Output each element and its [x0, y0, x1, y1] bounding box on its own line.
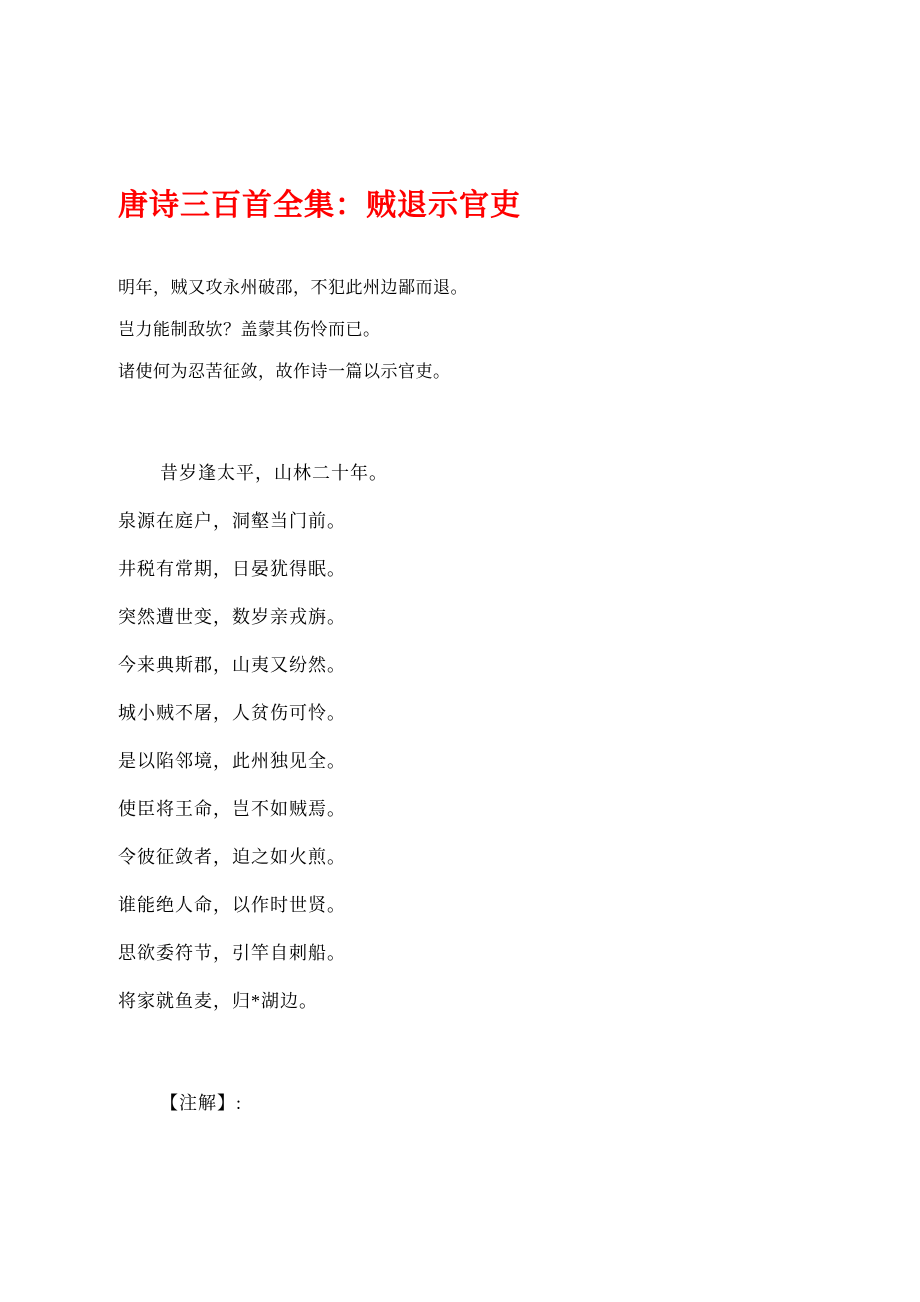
poem-line: 将家就鱼麦，归*湖边。 — [118, 991, 318, 1011]
poem-block — [118, 449, 802, 1025]
poem-line: 使臣将王命，岂不如贼焉。 — [118, 799, 346, 819]
poem-line: 井税有常期，日晏犹得眠。 — [118, 559, 346, 579]
preface-line: 明年，贼又攻永州破邵，不犯此州边鄙而退。 — [118, 278, 468, 297]
poem-line: 思欲委符节，引竿自刺船。 — [118, 943, 346, 963]
page-title: 唐诗三百首全集：贼退示官吏 — [118, 189, 521, 222]
poem-line: 突然遭世变，数岁亲戎旃。 — [118, 607, 346, 627]
poem-line: 城小贼不屠，人贫伤可怜。 — [118, 703, 346, 723]
preface-line: 诸使何为忍苦征敛，故作诗一篇以示官吏。 — [118, 362, 451, 381]
notes-heading: 【注解】: — [160, 1093, 243, 1113]
preface-line: 岂力能制敌欤？盖蒙其伤怜而已。 — [118, 320, 381, 339]
poem-line: 令彼征敛者，迫之如火煎。 — [118, 847, 346, 867]
poem-line: 昔岁逢太平，山林二十年。 — [160, 463, 388, 483]
poem-line: 是以陷邻境，此州独见全。 — [118, 751, 346, 771]
poem-line: 今来典斯郡，山夷又纷然。 — [118, 655, 346, 675]
preface-block — [118, 267, 802, 393]
poem-line: 谁能绝人命，以作时世贤。 — [118, 895, 346, 915]
poem-line: 泉源在庭户，洞壑当门前。 — [118, 511, 346, 531]
